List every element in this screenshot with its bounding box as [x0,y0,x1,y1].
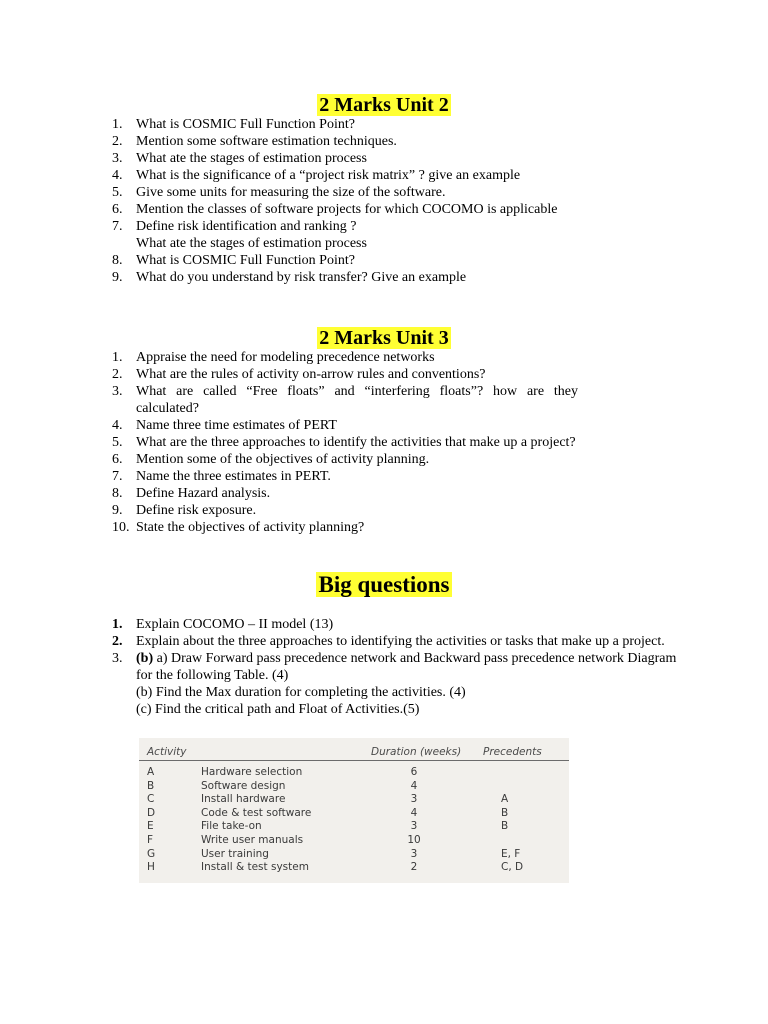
list-item [112,519,578,536]
unit2-heading: 2 Marks Unit 2 [319,94,449,116]
list-number: 7. [112,219,123,234]
list-number: 2. [112,367,123,382]
list-number: 1. [112,117,123,132]
question-text: What are the rules of activity on-arrow rules and conventions? [136,367,486,382]
table-cell-name: Install & test system [201,861,309,874]
table-row [139,834,569,847]
list-number: 3. [112,384,123,399]
table-row [139,793,569,806]
list-item: 1. Explain COCOMO – II model (13) [112,617,334,632]
table-cell-id: C [147,793,155,806]
question-text: Name three time estimates of PERT [136,418,337,433]
table-cell-name: User training [201,847,269,860]
table-cell-duration: 4 [410,806,418,819]
question-text: State the objectives of activity planning? [136,520,365,535]
question-text: Define Hazard analysis. [136,486,271,501]
list-number: 6. [112,452,123,467]
list-item [112,417,578,434]
table-cell-duration: 2 [410,861,418,874]
big-questions-heading: Big questions [318,572,450,597]
list-number: 5. [112,435,123,450]
table-cell-id: E [147,820,154,833]
unit2-question-list [112,116,578,286]
table-cell-name: Write user manuals [201,834,304,846]
table-cell-duration: 10 [407,834,421,846]
list-number: 1. [112,350,123,365]
question-text: Give some units for measuring the size of the software. [136,185,446,200]
list-item [112,502,578,519]
table-cell-name: File take-on [201,820,262,833]
unit3-heading: 2 Marks Unit 3 [319,327,449,349]
list-item [112,269,578,286]
question-text: What are the three approaches to identify the activities that make up a project? [136,435,576,450]
question-text: Define risk identification and ranking ? [136,219,357,234]
question-text: Name the three estimates in PERT. [136,469,331,484]
table-cell-duration: 3 [410,820,418,833]
list-number: 4. [112,418,123,433]
list-number: 9. [112,270,123,285]
table-cell-name: Hardware selection [201,766,303,778]
list-item: 2. Explain about the three approaches to identifying the activities or tasks that make up a project. [112,634,665,649]
list-item [112,133,578,150]
table-cell-precedents: C, D [501,861,524,874]
question-text: What is COSMIC Full Function Point? [136,253,355,268]
question-text: What are called “Free floats” and “interfering floats”? how are they calculated? [136,384,578,416]
list-item [112,150,578,167]
table-row [139,820,569,833]
list-number: 8. [112,253,123,268]
question-text: Mention the classes of software projects for which COCOMO is applicable [136,202,558,217]
table-row [139,780,569,793]
list-number: 2. [112,134,123,149]
table-cell-id: F [147,834,154,846]
table-cell-duration: 6 [410,766,418,778]
question-text: Mention some software estimation techniques. [136,134,397,149]
question-text: What do you understand by risk transfer? Give an example [136,270,467,285]
list-item [112,218,578,252]
question-text: Mention some of the objectives of activity planning. [136,452,430,467]
list-item [112,116,578,133]
list-number: 6. [112,202,123,217]
question-text: Appraise the need for modeling precedence networks [136,350,435,365]
table-row [139,766,569,779]
table-cell-id: G [147,847,156,860]
table-row [139,861,569,874]
list-item [112,349,578,366]
table-cell-name: Install hardware [201,793,286,806]
list-number: 9. [112,503,123,518]
list-item [112,485,578,502]
table-cell-id: D [147,806,156,819]
list-item [112,167,578,184]
table-cell-id: B [147,779,155,792]
table-cell-precedents: B [501,806,509,819]
list-item [112,366,578,383]
list-number: 3. [112,151,123,166]
list-item [112,252,578,269]
question-text: What is the significance of a “project risk matrix” ? give an example [136,168,521,183]
list-item [112,184,578,201]
table-cell-name: Code & test software [201,806,312,819]
unit3-question-list [112,349,578,536]
list-number: 10. [112,520,130,535]
list-item [112,434,578,451]
table-header: Activity Duration (weeks) Precedents [139,738,569,761]
list-number: 4. [112,168,123,183]
list-number: 8. [112,486,123,501]
table-cell-id: H [147,861,155,874]
table-cell-precedents: A [501,793,509,806]
list-number: 7. [112,469,123,484]
list-item [112,468,578,485]
list-item: 3. (b) a) Draw Forward pass precedence network and Backward pass precedence network Diagram for the following Table. (4) (b) Find the Max duration for completing the activities. (4) (c) Find the critical path and Float of Activities.(5) [112,651,677,717]
table-cell-name: Software design [201,779,286,792]
question-text: Define risk exposure. [136,503,257,518]
table-cell-id: A [147,766,155,778]
list-number: 5. [112,185,123,200]
big-question-list [112,616,678,718]
list-item [112,201,578,218]
question-text: What ate the stages of estimation process [136,151,367,166]
table-cell-precedents: E, F [501,847,521,860]
question-text: What is COSMIC Full Function Point? [136,117,355,132]
table-cell-duration: 4 [410,779,418,792]
list-item [112,451,578,468]
question-text-extra: What ate the stages of estimation process [136,236,367,251]
table-cell-precedents: B [501,820,509,833]
activity-table [139,738,569,883]
list-item [112,383,578,417]
table-cell-duration: 3 [410,847,418,860]
table-row [139,807,569,820]
table-row [139,848,569,861]
table-cell-duration: 3 [410,793,418,806]
